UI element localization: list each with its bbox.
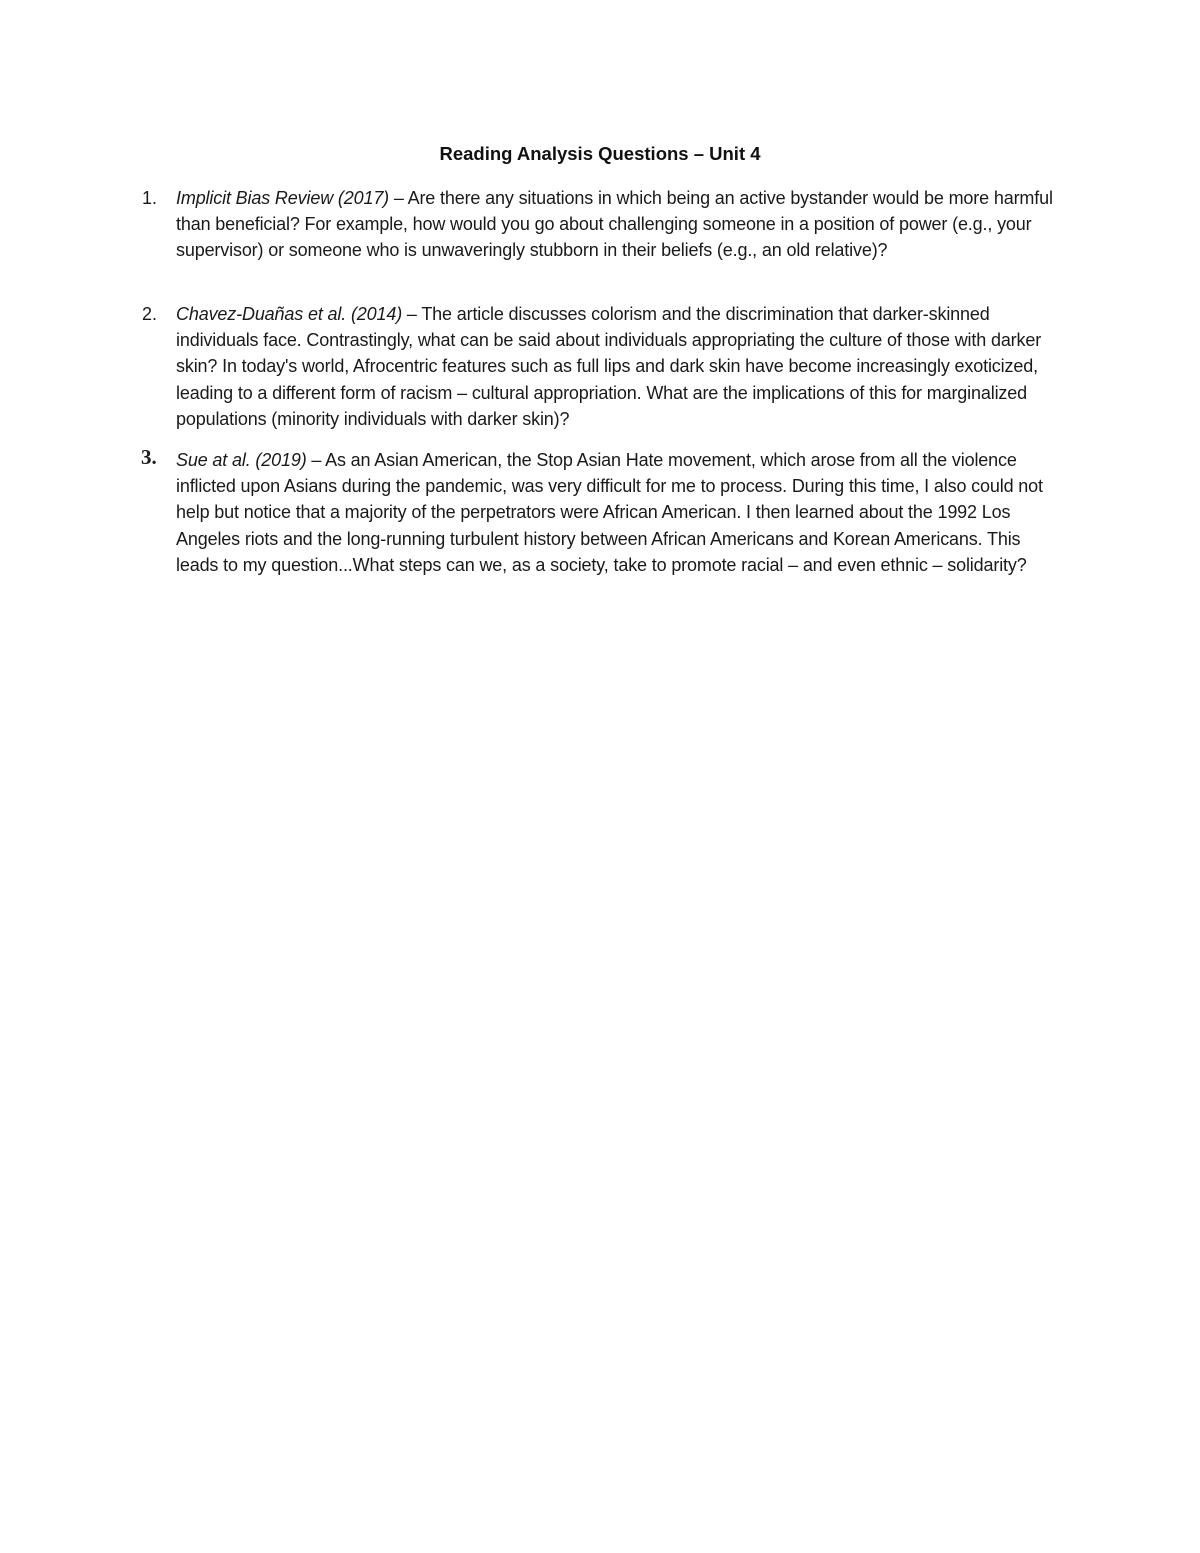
question-citation: Sue at al. (2019) xyxy=(176,450,307,470)
document-title: Reading Analysis Questions – Unit 4 xyxy=(439,143,761,164)
question-number: 3. xyxy=(141,445,157,469)
question-citation: Implicit Bias Review (2017) xyxy=(176,188,390,208)
question-text-block xyxy=(176,447,1064,578)
question-citation: Chavez-Duañas et al. (2014) xyxy=(176,304,403,324)
question-text-block xyxy=(176,301,1064,432)
question-body: – As an Asian American, the Stop Asian Hate movement, which arose from all the violence inflicted upon Asians during the pandemic, was very difficult for me to process. During this time, I also could not help but notice that a majority of the perpetrators were African American. I then learned about the 1992 Los Angeles riots and the long-running turbulent history between African Americans and Korean Americans. This leads to my question...What steps can we, as a society, take to promote racial – and even ethnic – solidarity? xyxy=(176,450,1043,575)
question-number: 2. xyxy=(142,304,158,324)
question-text-block xyxy=(176,185,1064,264)
question-body: – The article discusses colorism and the discrimination that darker-skinned individuals face. Contrastingly, what can be said about individuals appropriating the culture of those with darker skin? In today's world, Afrocentric features such as full lips and dark skin have become increasingly exoticized, leading to a different form of racism – cultural appropriation. What are the implications of this for marginalized populations (minority individuals with darker skin)? xyxy=(176,304,1042,429)
question-body: – Are there any situations in which being an active bystander would be more harmful than beneficial? For example, how would you go about challenging someone in a position of power (e.g., your supervisor) or someone who is unwaveringly stubborn in their beliefs (e.g., an old relative)? xyxy=(176,188,1053,261)
question-number: 1. xyxy=(142,188,158,208)
